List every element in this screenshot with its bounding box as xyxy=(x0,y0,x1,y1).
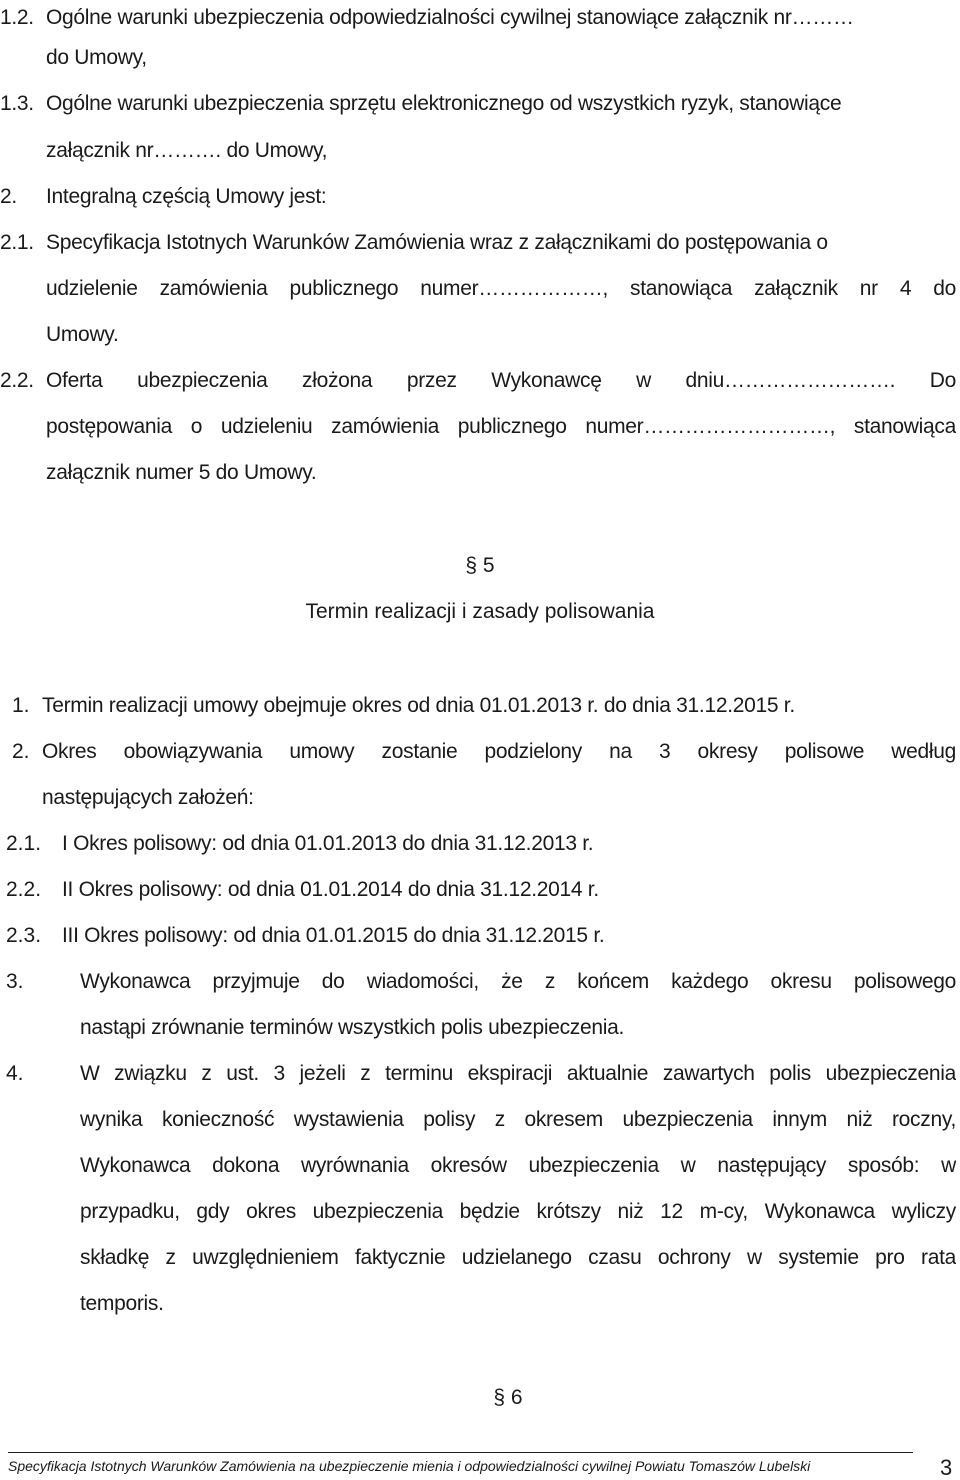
item-text: Termin realizacji umowy obejmuje okres od dnia 01.01.2013 r. do dnia 31.12.2015 r. xyxy=(42,694,795,717)
item-text: III Okres polisowy: od dnia 01.01.2015 do dnia 31.12.2015 r. xyxy=(62,924,605,947)
item-text: Wykonawca przyjmuje do wiadomości, że z końcem każdego okresu polisowego xyxy=(80,970,956,993)
item-text: przypadku, gdy okres ubezpieczenia będzie krótszy niż 12 m-cy, Wykonawca wyliczy xyxy=(80,1200,956,1223)
item-text: Umowy. xyxy=(46,323,119,346)
item-number: 1. xyxy=(12,694,30,717)
item-text: Specyfikacja Istotnych Warunków Zamówienia wraz z załącznikami do postępowania o xyxy=(46,231,828,254)
page-number: 3 xyxy=(940,1455,953,1480)
item-number: 2.3. xyxy=(6,924,42,947)
item-text: Oferta ubezpieczenia złożona przez Wykonawcę w dniu……………………. Do xyxy=(46,369,956,392)
item-text: załącznik numer 5 do Umowy. xyxy=(46,461,317,484)
item-number: 2.1. xyxy=(6,832,42,855)
item-number: 2.2. xyxy=(0,369,34,392)
item-text: załącznik nr………. do Umowy, xyxy=(46,139,328,162)
item-text: I Okres polisowy: od dnia 01.01.2013 do dnia 31.12.2013 r. xyxy=(62,832,594,855)
item-text: do Umowy, xyxy=(46,46,147,69)
item-text: Ogólne warunki ubezpieczenia sprzętu elektronicznego od wszystkich ryzyk, stanowiące xyxy=(46,92,842,115)
item-number: 3. xyxy=(6,970,24,993)
item-text: Integralną częścią Umowy jest: xyxy=(46,185,327,208)
item-text: Wykonawca dokona wyrównania okresów ubezpieczenia w następujący sposób: w xyxy=(80,1154,956,1177)
item-text: postępowania o udzieleniu zamówienia publicznego numer………………………, stanowiąca xyxy=(46,415,956,438)
item-number: 2. xyxy=(12,740,30,763)
item-text: następujących założeń: xyxy=(42,786,254,809)
item-number: 1.3. xyxy=(0,92,34,115)
item-number: 4. xyxy=(6,1062,24,1085)
section-sign: § 5 xyxy=(465,554,495,577)
page-footer: Specyfikacja Istotnych Warunków Zamówienia na ubezpieczenie mienia i odpowiedzialności cywilnej Powiatu Tomaszów Lubelski xyxy=(8,1452,913,1475)
item-text: W związku z ust. 3 jeżeli z terminu ekspiracji aktualnie zawartych polis ubezpieczenia xyxy=(80,1062,956,1085)
item-number: 2. xyxy=(0,185,17,208)
item-text: II Okres polisowy: od dnia 01.01.2014 do dnia 31.12.2014 r. xyxy=(62,878,599,901)
item-text: składkę z uwzględnieniem faktycznie udzielanego czasu ochrony w systemie pro rata xyxy=(80,1246,956,1269)
item-text: udzielenie zamówienia publicznego numer………………, stanowiąca załącznik nr 4 do xyxy=(46,277,956,300)
item-text: Ogólne warunki ubezpieczenia odpowiedzialności cywilnej stanowiące załącznik nr……… xyxy=(46,6,854,29)
item-text: temporis. xyxy=(80,1292,164,1315)
item-number: 2.2. xyxy=(6,878,42,901)
item-number: 2.1. xyxy=(0,231,34,254)
item-text: wynika konieczność wystawienia polisy z okresem ubezpieczenia innym niż roczny, xyxy=(80,1108,956,1131)
section-sign: § 6 xyxy=(493,1386,523,1409)
section-title: Termin realizacji i zasady polisowania xyxy=(305,600,655,623)
item-text: nastąpi zrównanie terminów wszystkich polis ubezpieczenia. xyxy=(80,1016,625,1039)
item-text: Okres obowiązywania umowy zostanie podzielony na 3 okresy polisowe według xyxy=(42,740,956,763)
item-number: 1.2. xyxy=(0,6,34,29)
